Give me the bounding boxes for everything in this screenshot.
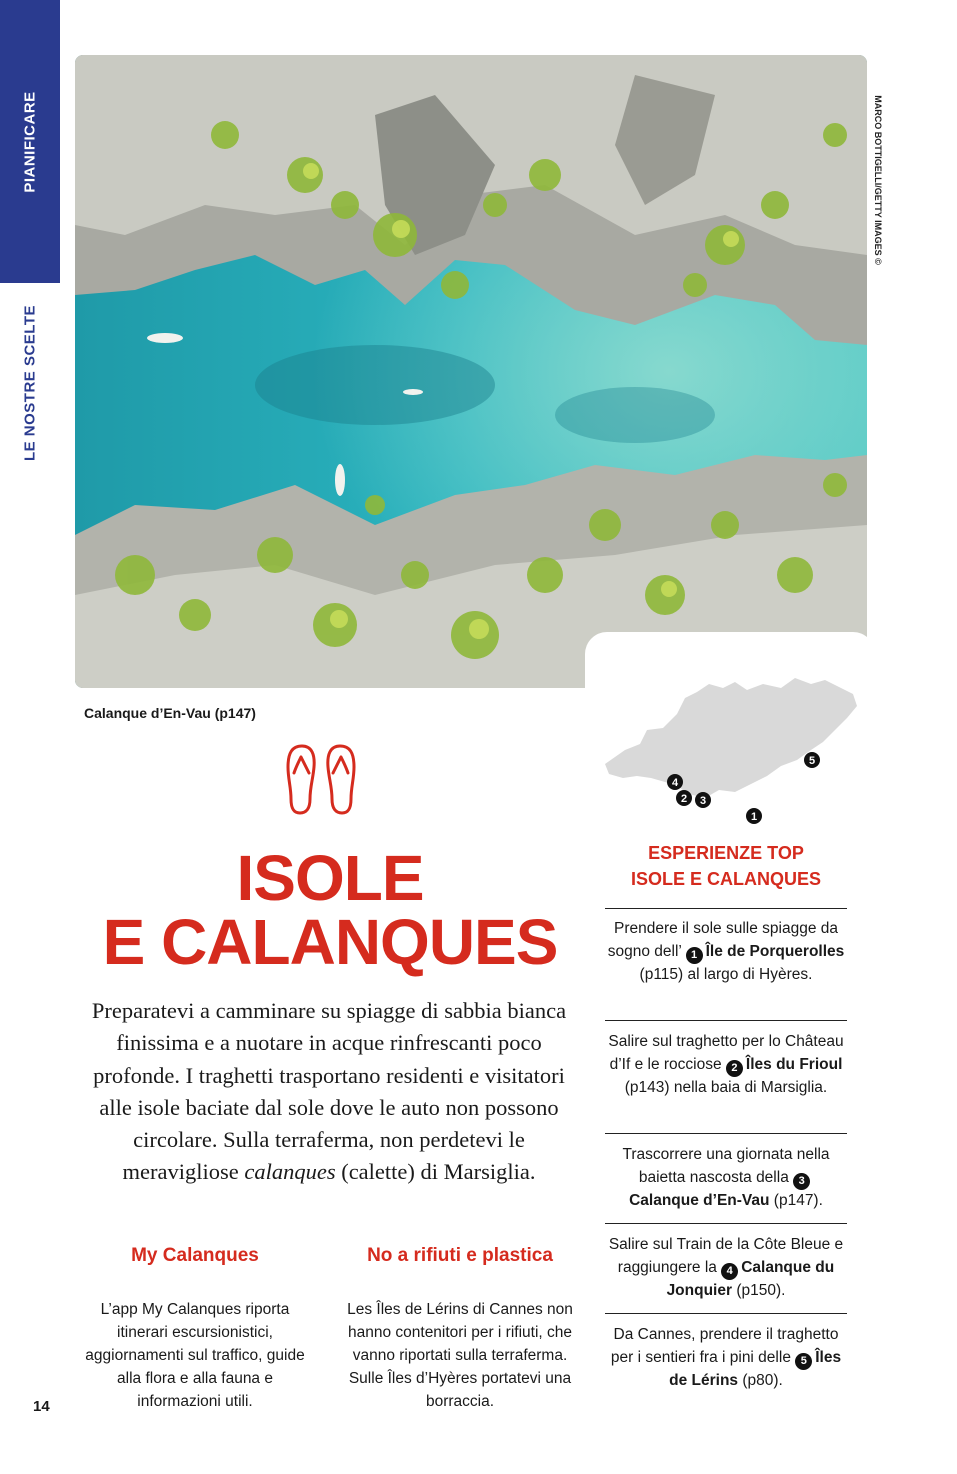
section-tab-plan bbox=[0, 0, 60, 283]
number-badge-icon: 5 bbox=[795, 1353, 812, 1370]
experience-item bbox=[605, 1324, 847, 1404]
experience-ref: (p143) nella baia di Marsiglia. bbox=[624, 1078, 828, 1096]
experiences-title-1: ESPERIENZE TOP bbox=[648, 843, 804, 863]
experience-ref: (p147). bbox=[769, 1191, 823, 1209]
experience-ref: (p115) al largo di Hyères. bbox=[639, 965, 813, 983]
experiences-title-2: ISOLE E CALANQUES bbox=[630, 869, 822, 889]
experiences-divider bbox=[605, 908, 847, 909]
experience-ref: (p80). bbox=[738, 1371, 783, 1389]
photo-caption: Calanque d’En-Vau (p147) bbox=[84, 705, 256, 721]
calanque-aerial-photo bbox=[75, 55, 867, 688]
svg-text:1: 1 bbox=[750, 811, 758, 823]
svg-text:3: 3 bbox=[699, 795, 707, 807]
experience-place: Calanque d’En-Vau bbox=[629, 1191, 770, 1209]
flip-flops-icon bbox=[282, 743, 360, 815]
page-number: 14 bbox=[33, 1398, 50, 1415]
intro-italic: calanques bbox=[244, 1159, 336, 1185]
experience-text: Prendere il sole sulle spiagge da sogno dell’ bbox=[607, 920, 839, 960]
map-marker-4 bbox=[667, 774, 683, 790]
map-marker-3 bbox=[695, 792, 711, 808]
intro-text-2: (calette) di Marsiglia. bbox=[335, 1159, 536, 1185]
photo-credit: MARCO BOTTIGELLI/GETTY IMAGES © bbox=[873, 95, 883, 265]
experience-place: Îles du Frioul bbox=[745, 1055, 843, 1073]
region-map bbox=[585, 632, 875, 842]
number-badge-icon: 1 bbox=[686, 947, 703, 964]
section-tab-chapter bbox=[0, 283, 60, 493]
tip-text-waste: Les Îles de Lérins di Cannes non hanno contenitori per i rifiuti, che vanno riportati sulla terraferma. Sulle Îles d’Hyères portatevi una borraccia. bbox=[347, 1301, 573, 1410]
experience-item bbox=[605, 1144, 847, 1224]
svg-text:2: 2 bbox=[680, 793, 688, 805]
experience-item bbox=[605, 1031, 847, 1134]
tip-heading-waste: No a rifiuti e plastica bbox=[367, 1245, 553, 1266]
experience-place: Île de Porquerolles bbox=[705, 942, 845, 960]
experience-item bbox=[605, 1234, 847, 1314]
intro-text-1: Preparatevi a camminare su spiagge di sabbia bianca finissima e a nuotare in acque rinfrescanti poco profonde. I traghetti trasportano residenti e visitatori alle isole baciate dal sole dove le auto non possono circolare. Sulla terraferma, non perdetevi le meravigliose bbox=[91, 998, 567, 1185]
experience-place: Calanque du Jonquier bbox=[666, 1258, 835, 1299]
section-tab-label: PIANIFICARE bbox=[21, 91, 39, 193]
svg-text:5: 5 bbox=[808, 755, 816, 767]
chapter-tab-label: LE NOSTRE SCELTE bbox=[21, 304, 39, 462]
experience-item bbox=[605, 918, 847, 1021]
experience-text: Salire sul traghetto per lo Château d’If e le rocciose bbox=[608, 1033, 844, 1073]
page-title-line-1: ISOLE bbox=[236, 842, 424, 914]
page-title-line-2: E CALANQUES bbox=[102, 906, 558, 978]
intro-paragraph bbox=[78, 995, 580, 1189]
number-badge-icon: 2 bbox=[726, 1060, 743, 1077]
tip-heading-app: My Calanques bbox=[131, 1245, 259, 1266]
number-badge-icon: 3 bbox=[793, 1173, 810, 1190]
map-marker-2 bbox=[676, 790, 692, 806]
svg-text:4: 4 bbox=[671, 777, 679, 789]
experience-text: Trascorrere una giornata nella baietta nascosta della bbox=[622, 1146, 830, 1186]
number-badge-icon: 4 bbox=[721, 1263, 738, 1280]
map-marker-1 bbox=[746, 808, 762, 824]
experience-text: Salire sul Train de la Côte Bleue e raggiungere la bbox=[608, 1236, 844, 1276]
map-marker-5 bbox=[804, 752, 820, 768]
experience-ref: (p150). bbox=[732, 1281, 786, 1299]
tip-text-app: L’app My Calanques riporta itinerari escursionistici, aggiornamenti sul traffico, guide alla flora e alla fauna e informazioni utili. bbox=[85, 1301, 305, 1410]
experience-text: Da Cannes, prendere il traghetto per i sentieri fra i pini delle bbox=[610, 1326, 839, 1366]
experience-place: Îles de Lérins bbox=[669, 1348, 842, 1389]
